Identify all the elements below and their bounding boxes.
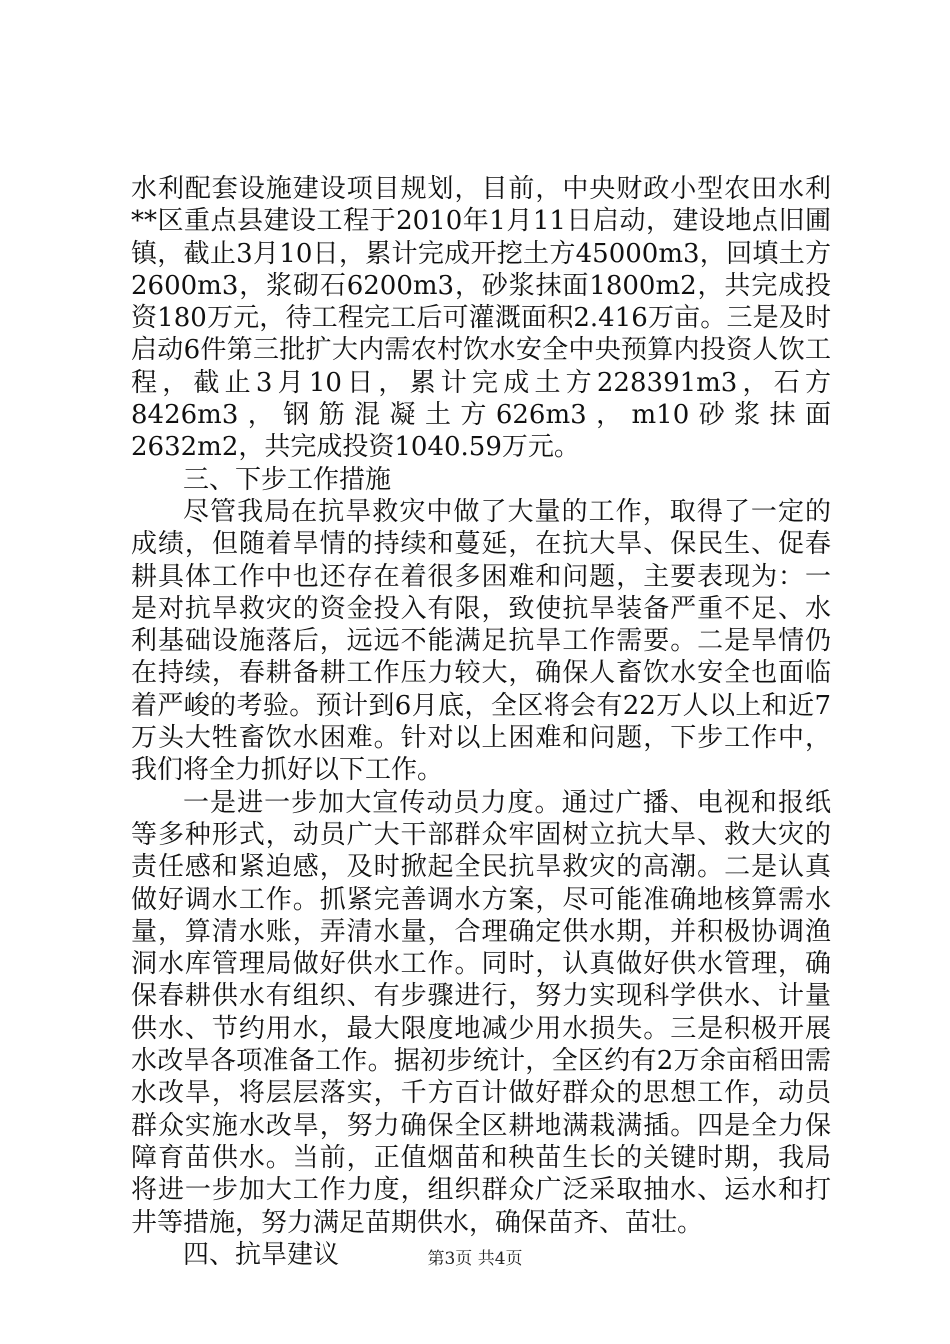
section-heading-next-steps: 三、下步工作措施 — [183, 464, 392, 495]
page-number-footer: 第3页 共4页 — [427, 1249, 523, 1269]
paragraph-measures: 一是进一步加大宣传动员力度。通过广播、电视和报纸等多种形式，动员广大干部群众牢固树立抗大旱、救大灾的责任感和紧迫感，及时掀起全民抗旱救灾的高潮。二是认真做好调水工作。抓紧完善调水方案，尽可能准确地核算需水量，算清水账，弄清水量，合理确定供水期，并积极协调渔洞水库管理局做好供水工作。同时，认真做好供水管理，确保春耕供水有组织、有步骤进行，努力实现科学供水、计量供水、节约用水，最大限度地减少用水损失。三是积极开展水改旱各项准备工作。据初步统计，全区约有2万余亩稻田需水改旱，将层层落实，千方百计做好群众的思想工作，动员群众实施水改旱，努力确保全区耕地满栽满插。四是全力保障育苗供水。当前，正值烟苗和秧苗生长的关键时期，我局将进一步加大工作力度，组织群众广泛采取抽水、运水和打井等措施，努力满足苗期供水，确保苗齐、苗壮。 — [131, 787, 831, 1238]
paragraph-project-progress: 水利配套设施建设项目规划，目前，中央财政小型农田水利**区重点县建设工程于2010年1月11日启动，建设地点旧圃镇，截止3月10日，累计完成开挖土方45000m3，回填土方2600m3，浆砌石6200m3，砂浆抹面1800m2，共完成投资180万元，待工程完工后可灌溉面积2.416万亩。三是及时启动6件第三批扩大内需农村饮水安全中央预算内投资人饮工程，截止3月10日，累计完成土方228391m3，石方8426m3，钢筋混凝土方626m3，m10砂浆抹面2632m2，共完成投资1040.59万元。 — [131, 174, 831, 463]
paragraph-difficulties: 尽管我局在抗旱救灾中做了大量的工作，取得了一定的成绩，但随着旱情的持续和蔓延，在抗大旱、保民生、促春耕具体工作中也还存在着很多困难和问题，主要表现为：一是对抗旱救灾的资金投入有限，致使抗旱装备严重不足、水利基础设施落后，远远不能满足抗旱工作需要。二是旱情仍在持续，春耕备耕工作压力较大，确保人畜饮水安全也面临着严峻的考验。预计到6月底，全区将会有22万人以上和近7万头大牲畜饮水困难。针对以上困难和问题，下步工作中，我们将全力抓好以下工作。 — [131, 496, 831, 786]
section-heading-suggestions: 四、抗旱建议 — [183, 1239, 340, 1270]
document-body — [131, 173, 831, 1271]
